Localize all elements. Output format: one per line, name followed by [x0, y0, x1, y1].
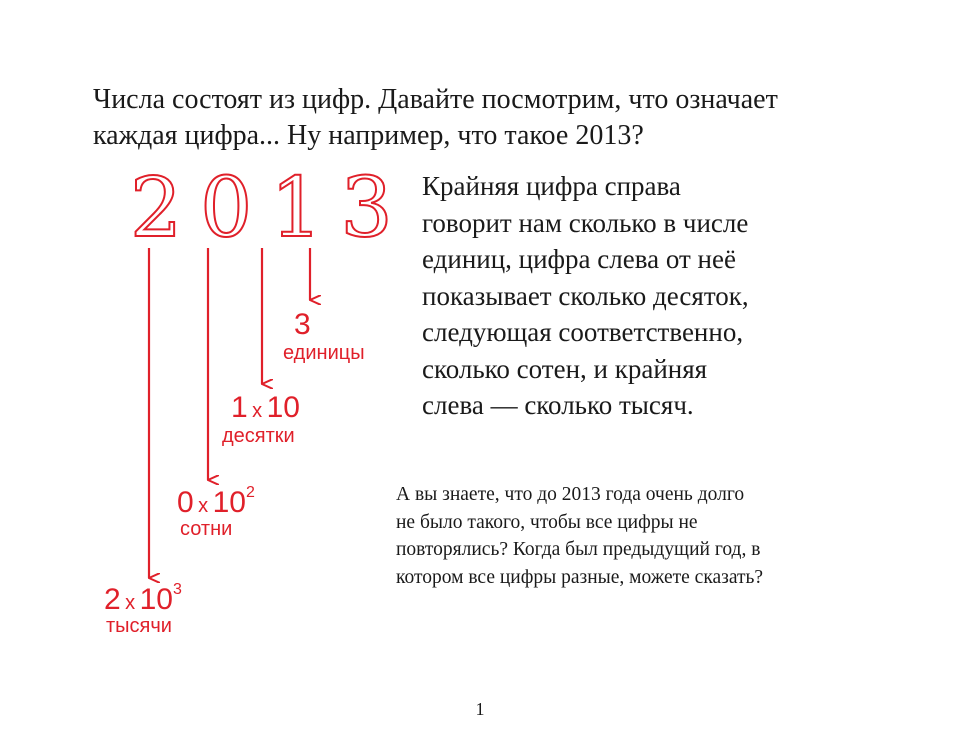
hundreds-base: 10 [212, 486, 246, 519]
thousands-exponent: 3 [172, 581, 182, 598]
thousands-times: x [125, 592, 136, 614]
explanation-line: слева — сколько тысяч. [422, 390, 694, 420]
page-number: 1 [475, 699, 485, 719]
thousands-label: тысячи [106, 615, 172, 637]
units-digit: 3 [294, 308, 311, 341]
explanation-text [422, 168, 842, 424]
tens-digit: 1 [231, 391, 248, 424]
question-line: котором все цифры разные, можете сказать? [396, 566, 764, 588]
question-line: А вы знаете, что до 2013 года очень долго [396, 484, 745, 505]
explanation-line: сколько сотен, и крайняя [422, 353, 708, 384]
thousands-expression [104, 581, 182, 616]
intro-line-2: каждая цифра... Ну например, что такое 2013? [93, 120, 644, 151]
hundreds-expression [177, 484, 255, 519]
tens-label: десятки [222, 425, 295, 447]
question-line: повторялись? Когда был предыдущий год, в [396, 539, 761, 560]
question-line: не было такого, чтобы все цифры не [396, 511, 698, 533]
hundreds-digit: 0 [177, 486, 194, 519]
hundreds-exponent: 2 [245, 484, 255, 501]
thousands-base: 10 [139, 583, 173, 616]
tens-expression [231, 393, 300, 423]
explanation-line: говорит нам сколько в числе [422, 207, 749, 238]
question-text [396, 481, 876, 591]
big-number-2013: 2013 [130, 161, 411, 256]
hundreds-times: x [198, 495, 209, 517]
tens-times: x [252, 400, 263, 422]
hundreds-label: сотни [180, 518, 233, 540]
tens-base: 10 [266, 391, 300, 424]
explanation-line: следующая соответственно, [422, 317, 744, 347]
explanation-line: единиц, цифра слева от неё [422, 244, 736, 274]
explanation-line: Крайняя цифра справа [422, 171, 681, 201]
thousands-digit: 2 [104, 583, 121, 616]
intro-line-1: Числа состоят из цифр. Давайте посмотрим, что означает [93, 84, 778, 115]
units-label: единицы [283, 342, 365, 364]
explanation-line: показывает сколько десяток, [422, 280, 749, 311]
